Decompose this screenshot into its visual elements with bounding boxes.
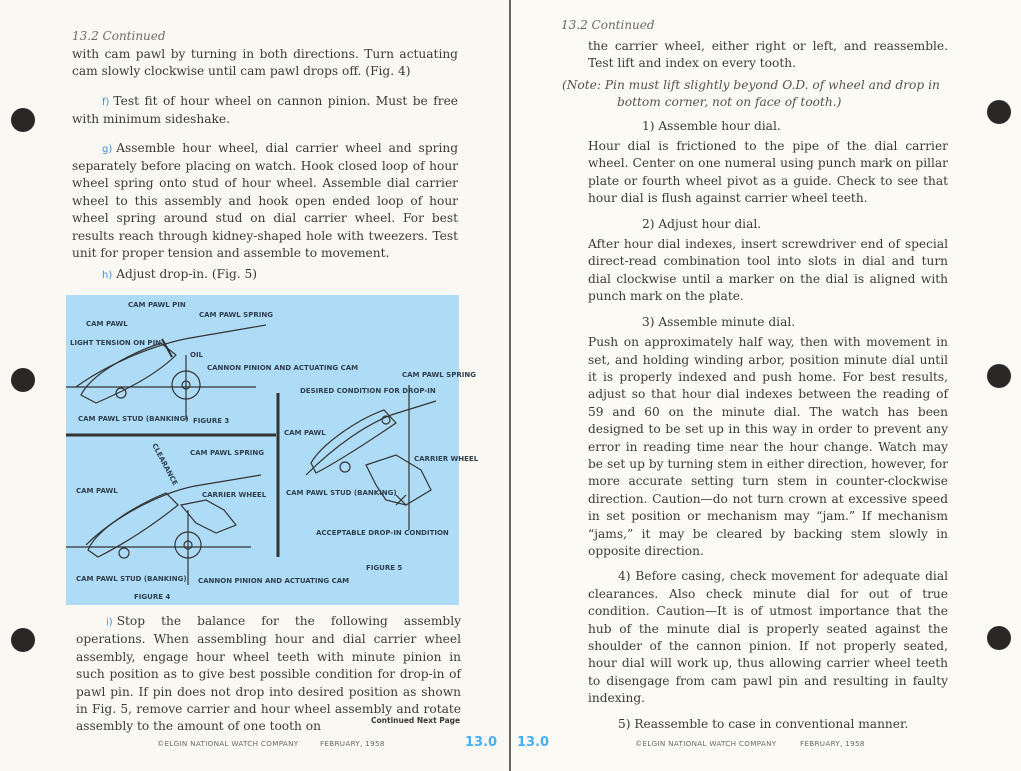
fig4-label-clearance: CLEARANCE [150, 442, 180, 487]
step-1-text: Hour dial is frictioned to the pipe of the dial carrier wheel. Center on one numeral using punch mark on pillar plate or fourth wheel pivot as a guide. Check to see that hour dial is flush against carrier wheel teeth. [588, 139, 948, 206]
footer-company: ©ELGIN NATIONAL WATCH COMPANY [157, 739, 299, 748]
step-5-text: 5) Reassemble to case in conventional manner. [618, 716, 909, 731]
binder-hole [987, 100, 1011, 124]
step-letter: i) [106, 617, 113, 628]
fig5-cam-pawl [311, 410, 396, 473]
continued-next-page: Continued Next Page [371, 716, 461, 725]
fig5-label-spring: CAM PAWL SPRING [402, 371, 476, 379]
fig4-stud [119, 548, 129, 558]
intro-paragraph: the carrier wheel, either right or left, and reassemble. Test lift and index on every tooth. [588, 39, 948, 71]
step-text: Test fit of hour wheel on cannon pinion. Must be free with minimum sideshake. [72, 93, 458, 127]
binder-hole [987, 626, 1011, 650]
fig4-caption: FIGURE 4 [134, 593, 171, 601]
binder-hole [987, 364, 1011, 388]
step-2-text: After hour dial indexes, insert screwdriver end of special direct-read combination tool into slots in dial and turn dial clockwise until a marker on the dial is aligned with punch mark on the plate. [588, 237, 948, 304]
fig4-label-cam-pawl: CAM PAWL [76, 487, 118, 495]
page-number: 13.0 [465, 735, 498, 750]
step-2-title: 2) Adjust hour dial. [642, 216, 762, 231]
fig3-cam-pawl [81, 343, 176, 403]
fig3-label-tension: LIGHT TENSION ON PIN [70, 339, 162, 347]
note-text: (Note: Pin must lift slightly beyond O.D. of wheel and drop in [562, 77, 940, 92]
figure-diagrams [66, 295, 479, 605]
right-text [562, 38, 948, 733]
fig3-label-oil: OIL [190, 351, 204, 359]
section-header: 13.2 Continued [72, 29, 166, 43]
fig3-label-cannon: CANNON PINION AND ACTUATING CAM [207, 364, 359, 372]
section-header: 13.2 Continued [561, 18, 655, 32]
step-g [72, 140, 458, 263]
step-4-text: 4) Before casing, check movement for adequate dial clearances. Also check minute dial for out of true condition. Caution—It is of utmost importance that the hub of the minute dial is properly seated against the shoulder of the cannon pinion. If not properly seated, hour dial will work up, thus allowing carrier wheel teeth to disengage from cam pawl pin and resulting in faulty indexing. [588, 569, 948, 706]
step-letter: f) [102, 96, 110, 108]
fig4-label-cannon: CANNON PINION AND ACTUATING CAM [198, 577, 350, 585]
left-text-top [72, 46, 458, 285]
fig3-pin [162, 339, 172, 357]
fig5-label-desired: DESIRED CONDITION FOR DROP-IN [300, 387, 436, 395]
binder-hole [11, 108, 35, 132]
step-h [72, 266, 458, 284]
page-number: 13.0 [517, 735, 550, 750]
fig3-label-spring: CAM PAWL SPRING [199, 311, 273, 319]
footer-date: FEBRUARY, 1958 [320, 739, 385, 748]
step-3-title: 3) Assemble minute dial. [642, 314, 796, 329]
right-page [511, 0, 1021, 771]
fig3-label-cam-pawl: CAM PAWL [86, 320, 128, 328]
step-letter: h) [102, 270, 113, 282]
fig4-label-stud: CAM PAWL STUD (BANKING) [76, 575, 187, 583]
step-text: Stop the balance for the following assembly operations. When assembling hour and dial carrier wheel assembly, engage hour wheel teeth with minute pinion in such position as to give best possible condition for drop-in of pawl pin. If pin does not drop into desired position as shown in Fig. 5, remove carrier and hour wheel assembly and rotate assembly to the amount of one tooth on [76, 614, 461, 734]
fig4-label-carrier: CARRIER WHEEL [202, 491, 267, 499]
fig3-caption: FIGURE 3 [193, 417, 230, 425]
step-text: Adjust drop-in. (Fig. 5) [116, 267, 258, 282]
footer-date: FEBRUARY, 1958 [800, 739, 865, 748]
fig5-label-carrier: CARRIER WHEEL [414, 455, 479, 463]
step-letter: g) [102, 143, 113, 155]
intro-paragraph: with cam pawl by turning in both directions. Turn actuating cam slowly clockwise until cam pawl drops off. (Fig. 4) [72, 47, 458, 79]
step-f [72, 93, 458, 129]
fig4-label-spring: CAM PAWL SPRING [190, 449, 264, 457]
fig5-stud [340, 462, 350, 472]
binder-hole [11, 628, 35, 652]
fig5-caption: FIGURE 5 [366, 564, 403, 572]
fig5-label-stud: CAM PAWL STUD (BANKING) [286, 489, 397, 497]
step-text: Assemble hour wheel, dial carrier wheel and spring separately before placing on watch. Hook closed loop of hour wheel spring onto stud of hour wheel. Assemble dial carrier wheel to this assembly and hook open ended loop of hour wheel spring around stud on dial carrier wheel. For best results reach through kidney-shaped hole with tweezers. Test unit for proper tension and assemble to movement. [72, 140, 458, 261]
footer-company: ©ELGIN NATIONAL WATCH COMPANY [635, 739, 777, 748]
fig4-carrier-wheel [181, 500, 236, 533]
figure-panel [66, 295, 479, 605]
note-line [562, 77, 948, 112]
fig5-label-cam-pawl: CAM PAWL [284, 429, 326, 437]
binder-hole [11, 368, 35, 392]
fig3-label-cam-pawl-pin: CAM PAWL PIN [128, 301, 186, 309]
step-1-title: 1) Assemble hour dial. [642, 118, 781, 133]
step-3-text: Push on approximately half way, then with movement in set, and holding winding arbor, position minute dial until it is properly indexed and push home. For best results, adjust so that hour dial indexes between the reading of 59 and 60 on the minute dial. The watch has been designed to be set up in this way in order to prevent any error in reading time near the hour change. Watch may be set up by turning stem in either direction, however, for more accurate setting turn stem in counter-clockwise direction. Caution—do not turn crown at excessive speed in set position or mechanism may “jam.” If mechanism “jams,” it may be cleared by backing stem slowly in opposite direction. [588, 335, 948, 558]
left-page [0, 0, 510, 771]
fig5-label-acceptable: ACCEPTABLE DROP-IN CONDITION [316, 529, 449, 537]
note-text-cont: bottom corner, not on face of tooth.) [617, 95, 842, 110]
fig3-label-stud: CAM PAWL STUD (BANKING) [78, 415, 189, 423]
